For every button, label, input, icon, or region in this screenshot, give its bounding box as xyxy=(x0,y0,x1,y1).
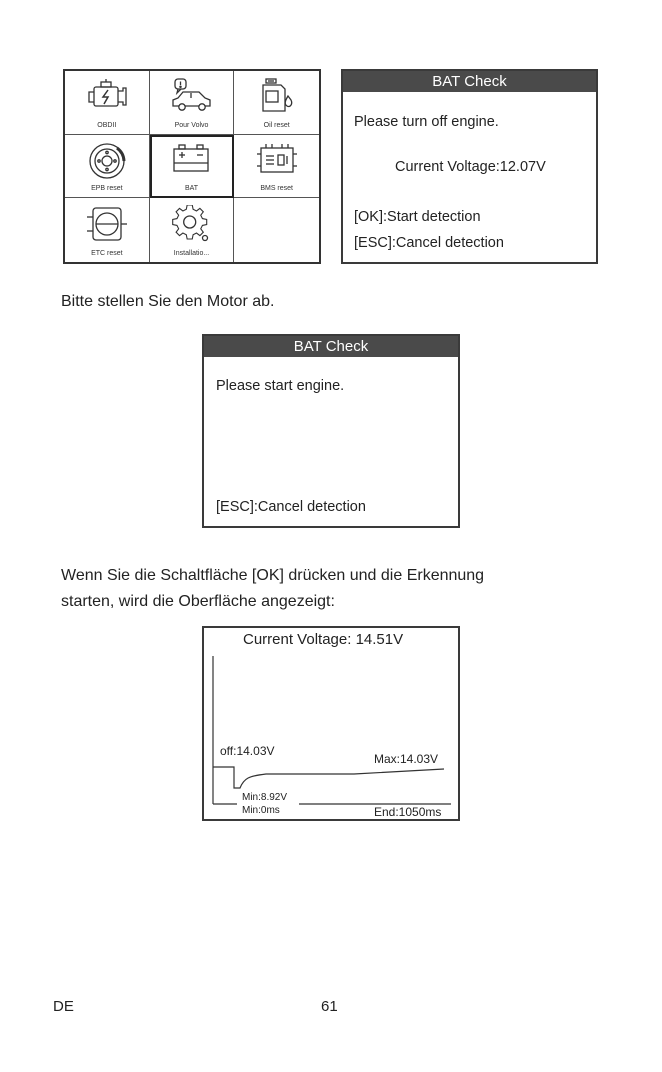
menu-item-label: Installatio... xyxy=(173,250,210,257)
menu-item-label: ETC reset xyxy=(91,250,123,257)
esc-cancel-detection-option[interactable]: [ESC]:Cancel detection xyxy=(354,235,504,251)
menu-item-empty xyxy=(234,198,319,262)
menu-item-label: OBDII xyxy=(97,121,117,129)
menu-item-obdii[interactable] xyxy=(65,71,150,135)
instruction-paragraph: Bitte stellen Sie den Motor ab. xyxy=(61,293,275,310)
battery-icon xyxy=(170,142,212,174)
voltage-graph-screen xyxy=(202,626,460,821)
instruction-text: Please start engine. xyxy=(216,378,345,394)
max-voltage-label: Max:14.03V xyxy=(374,752,439,766)
oil-can-icon xyxy=(257,78,297,114)
car-info-icon xyxy=(169,78,213,114)
voltage-curve xyxy=(213,767,444,788)
menu-item-bat[interactable] xyxy=(150,135,235,199)
language-code: DE xyxy=(53,998,74,1015)
instruction-text: Please turn off engine. xyxy=(354,114,499,130)
menu-item-pour-volvo[interactable] xyxy=(150,71,235,135)
current-voltage-readout: Current Voltage:12.07V xyxy=(395,159,546,175)
page-number: 61 xyxy=(321,998,338,1015)
menu-item-label: Oil reset xyxy=(263,121,290,129)
menu-item-bms-reset[interactable] xyxy=(234,135,319,199)
ok-start-detection-option[interactable]: [OK]:Start detection xyxy=(354,209,481,225)
instruction-paragraph xyxy=(61,563,484,615)
menu-item-label: BMS reset xyxy=(260,185,293,193)
menu-item-label: EPB reset xyxy=(91,185,123,193)
instruction-line: Wenn Sie die Schaltfläche [OK] drücken und die Erkennung xyxy=(61,567,485,584)
end-time-label: End:1050ms xyxy=(374,805,442,819)
esc-cancel-detection-option[interactable]: [ESC]:Cancel detection xyxy=(216,499,366,515)
min-time-label: Min:0ms xyxy=(242,805,280,816)
off-voltage-label: off:14.03V xyxy=(220,744,275,758)
instruction-line: starten, wird die Oberfläche angezeigt: xyxy=(61,593,335,610)
bat-check-screen-engine-off xyxy=(341,69,598,264)
menu-item-etc-reset[interactable] xyxy=(65,198,150,262)
brake-disc-icon xyxy=(87,142,127,180)
screen-title: BAT Check xyxy=(204,336,458,357)
voltage-curve-plot xyxy=(204,628,458,819)
menu-item-oil-reset[interactable] xyxy=(234,71,319,135)
menu-item-label: BAT xyxy=(184,185,199,193)
throttle-icon xyxy=(85,205,129,243)
min-voltage-label: Min:8.92V xyxy=(242,792,288,803)
menu-item-epb-reset[interactable] xyxy=(65,135,150,199)
screen-title: BAT Check xyxy=(343,71,596,92)
bms-battery-icon xyxy=(256,142,298,176)
diagnostic-menu-screen xyxy=(63,69,321,264)
bat-check-screen-engine-start xyxy=(202,334,460,528)
menu-item-installation[interactable] xyxy=(150,198,235,262)
engine-icon xyxy=(86,78,128,112)
menu-item-label: Pour Volvo xyxy=(174,121,209,129)
current-voltage-title: Current Voltage: 14.51V xyxy=(243,631,404,648)
gear-icon xyxy=(171,205,211,243)
